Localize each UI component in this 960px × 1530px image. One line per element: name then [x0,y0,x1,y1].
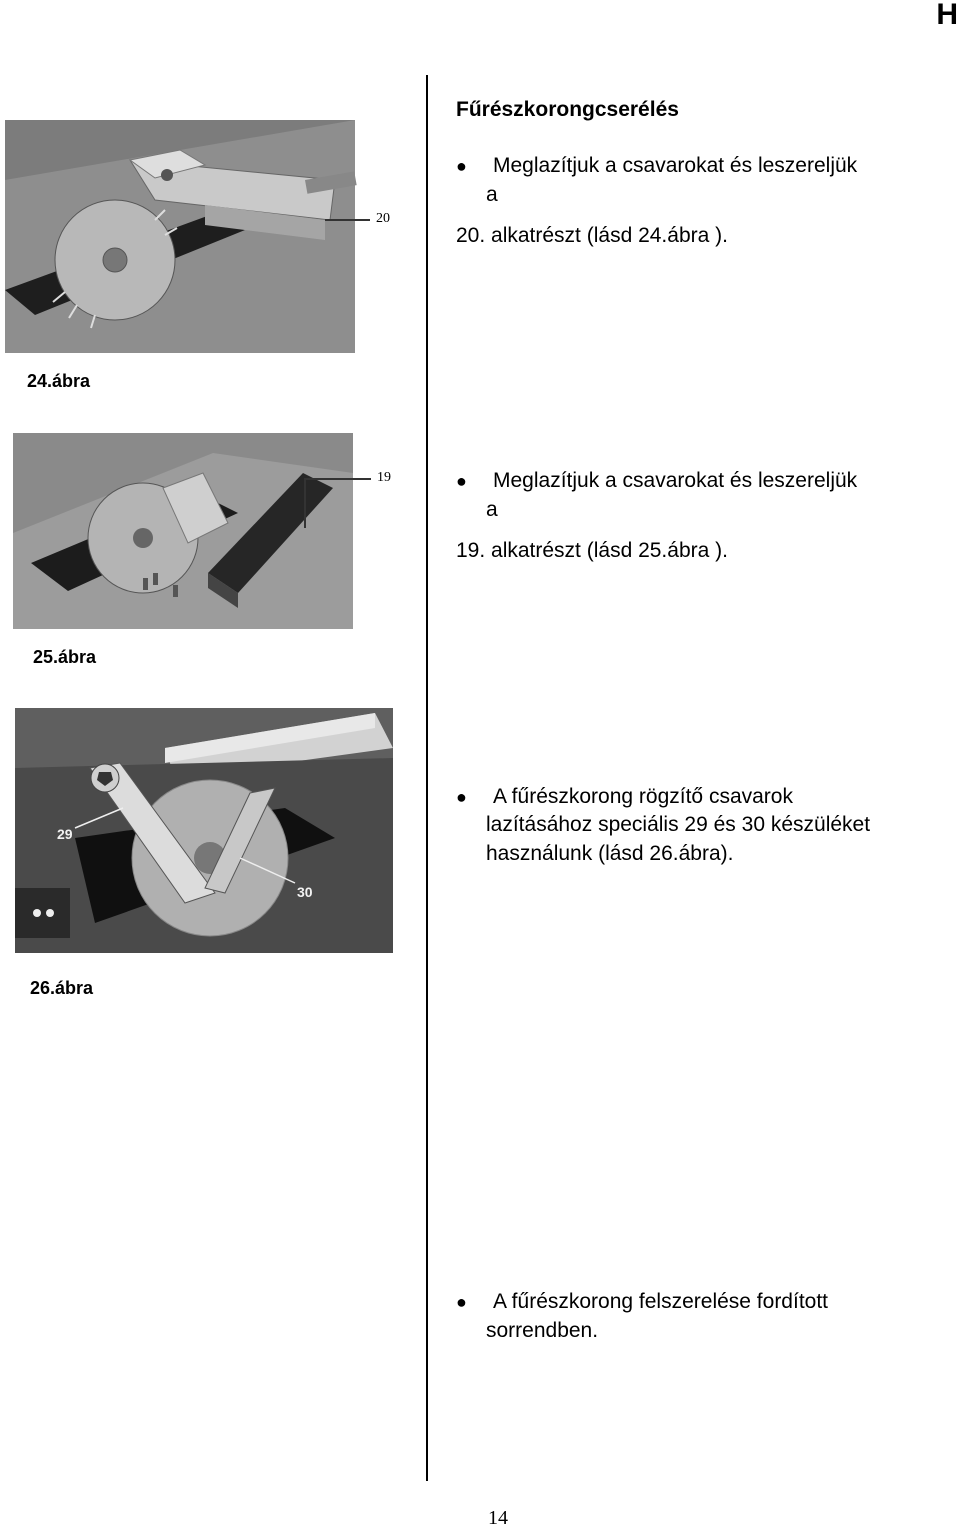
figure-26-photo [15,708,393,953]
step-3-line-3: használunk (lásd 26.ábra). [486,842,734,865]
figure-24-photo [5,120,397,353]
step-3-line-2: lazításához speciális 29 és 30 készüléket [486,813,871,836]
figure-26-callout-30: 30 [297,884,313,900]
figure-25-caption: 25.ábra [33,647,97,667]
step-1-line-2: a [486,183,498,206]
figure-26-caption: 26.ábra [30,978,94,998]
language-marker: H [936,0,958,31]
step-2-line-1: Meglazítjuk a csavarokat és leszereljük [493,469,858,492]
section-heading: Fűrészkorongcserélés [456,98,679,121]
bullet-2-icon: ● [456,471,467,491]
page-number: 14 [488,1507,508,1529]
figure-25-photo [13,433,353,629]
step-4-line-2: sorrendben. [486,1319,599,1342]
figure-25-callout: 19 [377,470,391,485]
figure-24-callout: 20 [376,211,390,226]
figure-26-callout-29: 29 [57,826,73,842]
step-1-line-1: Meglazítjuk a csavarokat és leszereljük [493,154,858,177]
figure-25-leader-h [305,478,371,480]
bullet-4-icon: ● [456,1292,467,1312]
step-3-line-1: A fűrészkorong rögzítő csavarok [493,785,793,808]
column-divider [426,75,428,1481]
figure-24-caption: 24.ábra [27,371,91,391]
bullet-3-icon: ● [456,787,467,807]
step-2-line-2: a [486,498,498,521]
step-1-line-3: 20. alkatrészt (lásd 24.ábra ). [456,224,728,247]
step-4-line-1: A fűrészkorong felszerelése fordított [493,1290,829,1313]
figure-24-leader-line [325,219,370,221]
figure-25-leader-v [304,478,306,528]
bullet-1-icon: ● [456,156,467,176]
step-2-line-3: 19. alkatrészt (lásd 25.ábra ). [456,539,728,562]
